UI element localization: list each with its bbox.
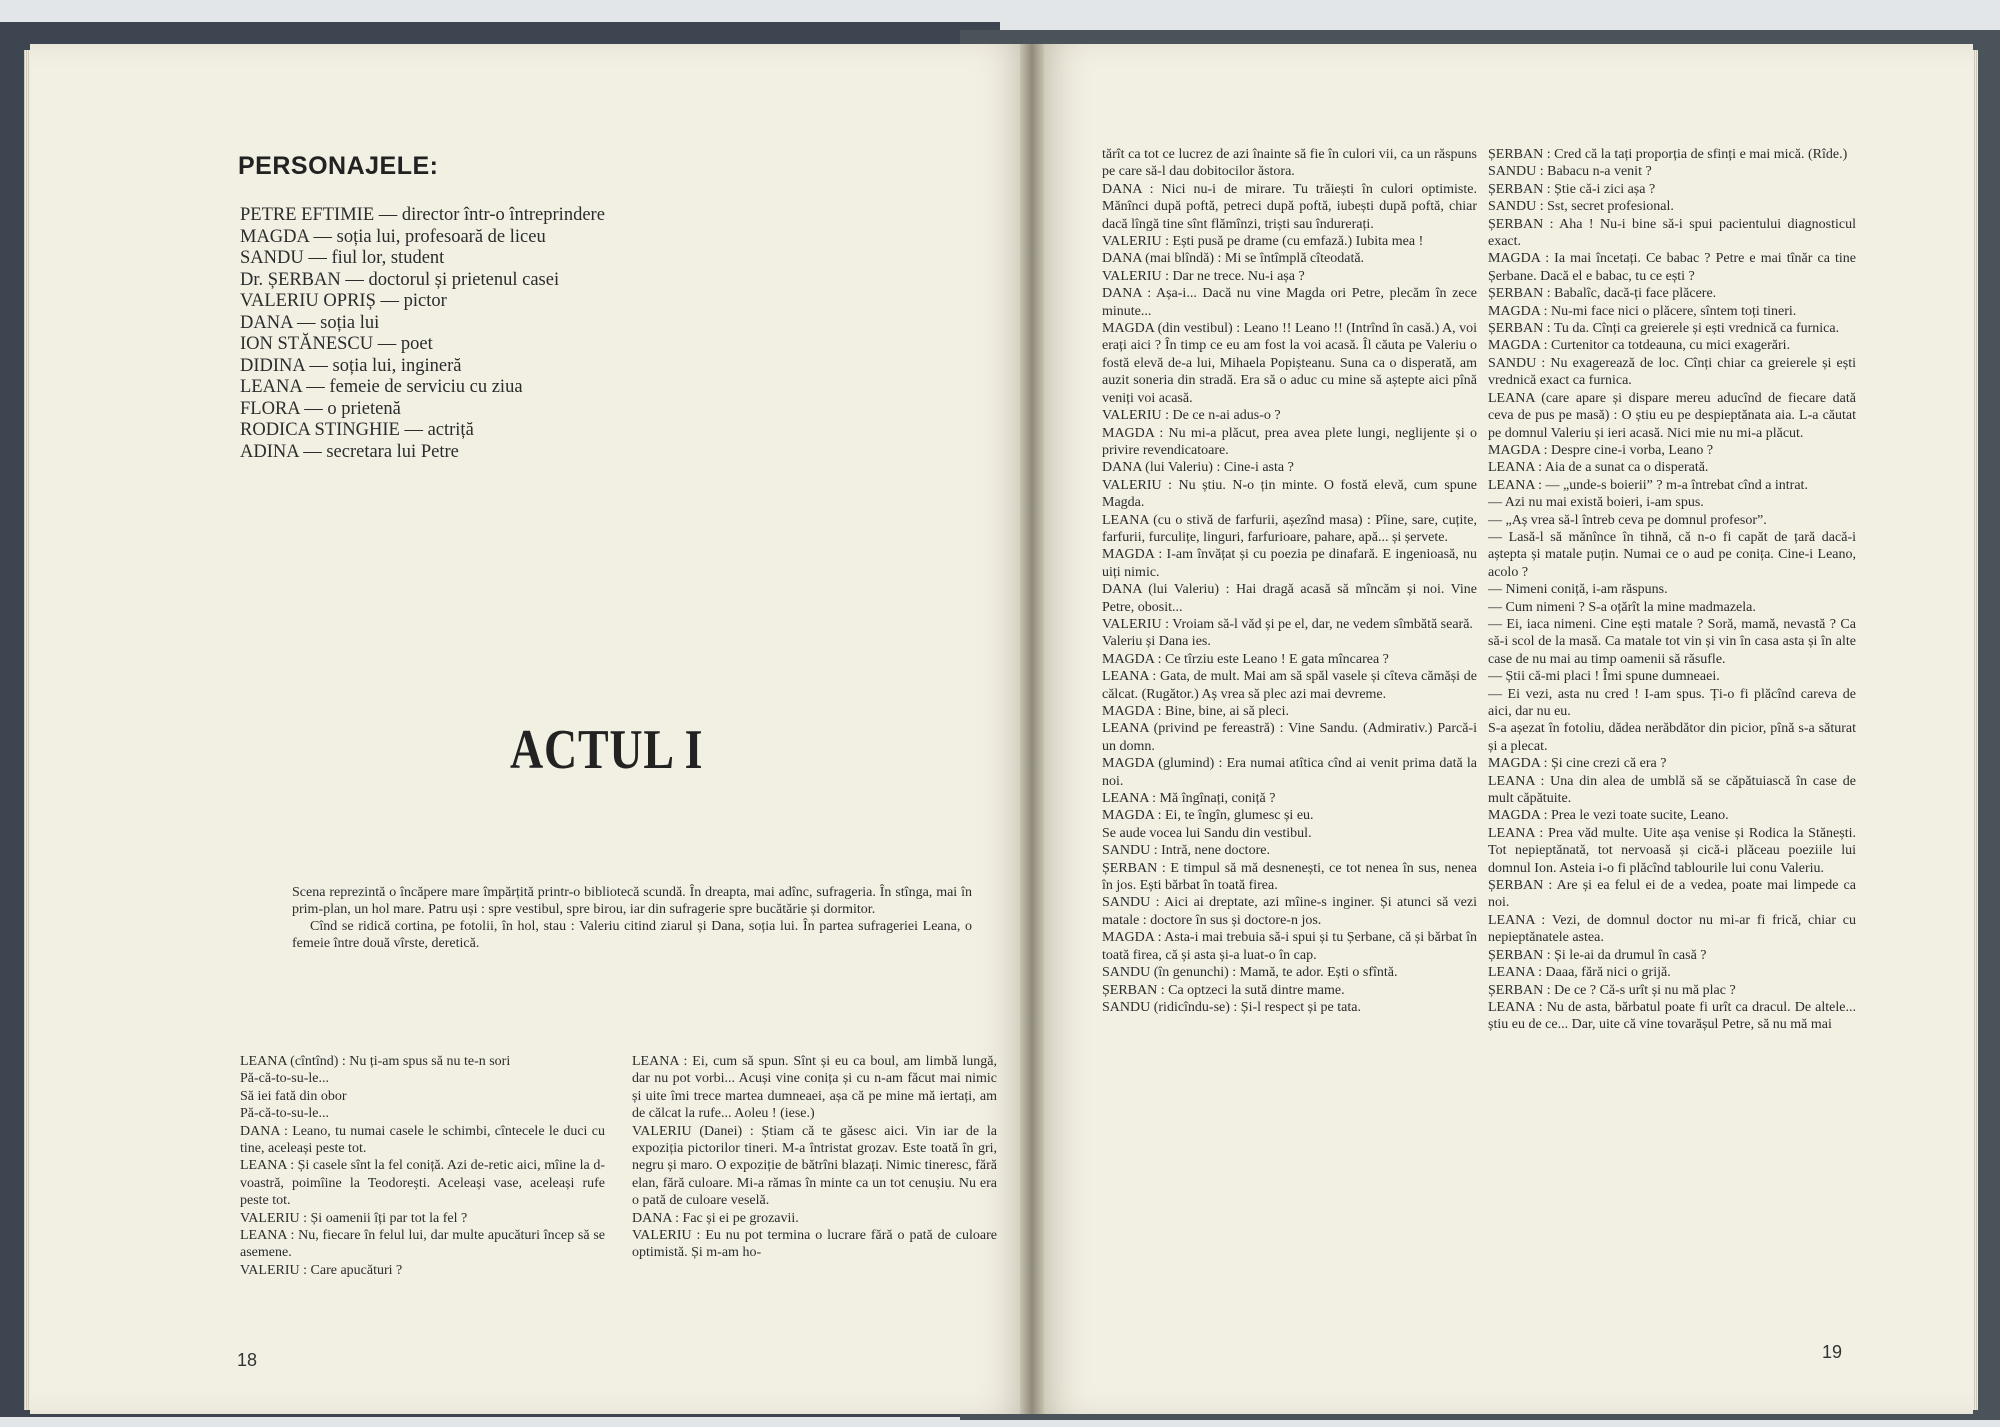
dialogue-line: LEANA : Prea văd multe. Uite așa venise și Rodica la Stănești. Tot nepieptănată, tot nervoasă și cică-i plăceau poeziile lui domnul Ion. Asteia i-o fi plăcînd tablourile lui conu Valeriu. bbox=[1488, 825, 1856, 876]
cast-member: DANA — soția lui bbox=[240, 312, 380, 333]
cast-member: FLORA — o prietenă bbox=[240, 398, 401, 419]
dialogue-line: VALERIU : Eu nu pot termina o lucrare fără o pată de culoare optimistă. Și m-am ho- bbox=[632, 1228, 997, 1261]
dialogue-line: — Cum nimeni ? S-a oțărît la mine madmazela. bbox=[1488, 599, 1756, 615]
dialogue-line: — Ei, iaca nimeni. Cine ești matale ? Soră, mamă, nevastă ? Ca să-i scol de la masă. Ca matale tot vin și vin în casa asta și în alte case de nu mai au timp oamenii să răsufle. bbox=[1488, 616, 1856, 667]
dialogue-line: VALERIU : Dar ne trece. Nu-i așa ? bbox=[1102, 268, 1305, 284]
page-number-left: 18 bbox=[237, 1350, 258, 1370]
cast-member: SANDU — fiul lor, student bbox=[240, 248, 445, 268]
page-number-right: 19 bbox=[1822, 1342, 1843, 1362]
dialogue-line: Pă-că-to-su-le... bbox=[240, 1071, 330, 1087]
dialogue-line: VALERIU : Ești pusă pe drame (cu emfază.) Iubita mea ! bbox=[1102, 234, 1424, 250]
dialogue-line: LEANA : — „unde-s boierii” ? m-a întrebat cînd a intrat. bbox=[1488, 477, 1808, 493]
dialogue-line: ȘERBAN : E timpul să mă desnenești, ce tot nenea în sus, nenea în jos. Ești bărbat în toată firea. bbox=[1102, 860, 1477, 894]
dialogue-line: ȘERBAN : De ce ? Că-s urît și nu mă plac ? bbox=[1488, 982, 1736, 998]
dialogue-line: MAGDA : Asta-i mai trebuia să-i spui și tu Șerbane, că și bărbat în toată firea, că și asta și-a luat-o în cap. bbox=[1102, 930, 1477, 963]
dialogue-line: — Ei vezi, asta nu cred ! I-am spus. Ți-o fi plăcînd careva de aici, dar nu eu. bbox=[1488, 686, 1856, 719]
dialogue-line: LEANA : Gata, de mult. Mai am să spăl vasele și cîteva cămăși de călcat. (Rugător.) Aș vrea să plec azi mai devreme. bbox=[1102, 669, 1477, 702]
dialogue-line: — Știi că-mi placi ! Îmi spune dumneaei. bbox=[1488, 669, 1720, 685]
dialogue-line: VALERIU : Nu știu. N-o țin minte. O fostă elevă, cum spune Magda. bbox=[1102, 477, 1477, 511]
dialogue-line: VALERIU : Care apucături ? bbox=[240, 1262, 403, 1278]
dialogue-line: SANDU : Nu exagerează de loc. Cînți chiar ca greierele și ești vrednică exact ca furnica. bbox=[1488, 355, 1856, 389]
dialogue-line: MAGDA : Și cine crezi că era ? bbox=[1488, 756, 1667, 772]
cast-member: ADINA — secretara lui Petre bbox=[240, 441, 459, 462]
dialogue-line: MAGDA : Ce tîrziu este Leano ! E gata mîncarea ? bbox=[1102, 651, 1389, 667]
dialogue-line: SANDU : Intră, nene doctore. bbox=[1102, 843, 1270, 859]
cast-member: PETRE EFTIMIE — director într-o întreprindere bbox=[240, 205, 605, 225]
dialogue-line: MAGDA : Ei, te îngîn, glumesc și eu. bbox=[1102, 808, 1314, 824]
cast-list bbox=[240, 205, 760, 463]
dialogue-line: LEANA : Mă îngînați, coniță ? bbox=[1102, 791, 1276, 807]
dialogue-line: Pă-că-to-su-le... bbox=[240, 1106, 330, 1122]
dialogue-line: ȘERBAN : Știe că-i zici așa ? bbox=[1488, 181, 1656, 197]
dialogue-line: LEANA (privind pe fereastră) : Vine Sandu. (Admirativ.) Parcă-i un domn. bbox=[1102, 721, 1477, 754]
dialogue-line: MAGDA : I-am învățat și cu poezia pe dinafară. E ingenioasă, nu uiți nimic. bbox=[1102, 547, 1477, 580]
dialogue-line: tărît ca tot ce lucrez de azi înainte să fie în culori vii, ca un răspuns pe care să-l dau dobitocilor ăstora. bbox=[1102, 147, 1477, 180]
dialogue-line: DANA : Fac și ei pe grozavii. bbox=[632, 1210, 799, 1226]
dialogue-line: DANA (lui Valeriu) : Cine-i asta ? bbox=[1102, 460, 1294, 476]
dialogue-line: MAGDA (glumind) : Era numai atîtica cînd ai venit prima dată la noi. bbox=[1102, 756, 1477, 789]
dialogue-line: MAGDA (din vestibul) : Leano !! Leano !! (Intrînd în casă.) A, voi erați aici ? În timp ce eu am fost la voi acasă. Îl căuta pe Valeriu o fostă elevă de-a lui, Mihaela Popișteanu. Suna ca o disperată, am auzit soneria din stradă. Era să o aduc cu mine să aștepte aici pînă veniți voi acasă. bbox=[1102, 321, 1477, 406]
dialogue-line: — „Aș vrea să-l întreb ceva pe domnul profesor”. bbox=[1488, 512, 1767, 528]
cast-member: VALERIU OPRIȘ — pictor bbox=[240, 291, 447, 311]
dialogue-line: LEANA : Ei, cum să spun. Sînt și eu ca boul, am limbă lungă, dar nu pot vorbi... Acuși vine conița și cu n-am făcut mai nimic și uite îmi trece martea dumneaei, așa că pe mine mă iertați, am de călcat la rufe... Aoleu ! (iese.) bbox=[632, 1054, 997, 1122]
dialogue-line: ȘERBAN : Ca optzeci la sută dintre mame. bbox=[1102, 982, 1345, 998]
dialogue-line: MAGDA : Nu-mi face nici o plăcere, sîntem toți tineri. bbox=[1488, 303, 1797, 319]
scene-paragraph: Cînd se ridică cortina, pe fotolii, în hol, stau : Valeriu citind ziarul și Dana, soția lui. În partea sufrageriei Leana, o femeie între două vîrste, deretică. bbox=[292, 919, 972, 951]
cast-member: ION STĂNESCU — poet bbox=[240, 334, 433, 354]
dialogue-line: — Lasă-l să mănînce în tihnă, că n-o fi capăt de țară dacă-i aștepta și matale puțin. Numai ce o aud pe conița. Cine-i Leano, acolo ? bbox=[1488, 529, 1856, 580]
dialogue-line: SANDU : Babacu n-a venit ? bbox=[1488, 164, 1652, 180]
scene-paragraph: Scena reprezintă o încăpere mare împărțită printr-o bibliotecă scundă. În dreapta, mai adînc, sufrageria. În stînga, mai în prim-plan, un hol mare. Patru uși : spre vestibul, spre birou, iar din sufragerie spre bucătărie și dormitor. bbox=[292, 885, 972, 917]
dialogue-line: DANA (mai blîndă) : Mi se întîmplă cîteodată. bbox=[1102, 251, 1365, 267]
dialogue-line: DANA (lui Valeriu) : Hai dragă acasă să mîncăm și noi. Vine Petre, obosit... bbox=[1102, 582, 1477, 615]
dialogue-line: MAGDA : Prea le vezi toate sucite, Leano. bbox=[1488, 808, 1729, 824]
dialogue-line: LEANA : Una din alea de umblă să se căpătuiască în case de mult căpătuite. bbox=[1488, 773, 1856, 807]
dialogue-line: MAGDA : Ia mai încetați. Ce babac ? Petre e mai tînăr ca tine Șerbane. Dacă el e babac, tu ce ești ? bbox=[1488, 251, 1856, 284]
dialogue-line: SANDU (ridicîndu-se) : Și-l respect și pe tata. bbox=[1102, 999, 1361, 1015]
dialogue-line: LEANA : Și casele sînt la fel coniță. Azi de-retic aici, mîine la d-voastră, poimîine la Teodorești. Aceleași vase, aceleași rufe peste tot. bbox=[240, 1158, 605, 1209]
cast-heading: PERSONAJELE: bbox=[238, 152, 439, 180]
dialogue-line: Valeriu și Dana ies. bbox=[1102, 634, 1211, 650]
dialogue-line: ȘERBAN : Babalîc, dacă-ți face plăcere. bbox=[1488, 286, 1717, 302]
dialogue-line: LEANA : Daaa, fără nici o grijă. bbox=[1488, 965, 1671, 981]
dialogue-line: VALERIU (Danei) : Știam că te găsesc aici. Vin iar de la expoziția pictorilor tineri. M-a întristat grozav. Este toată în gri, negru și maro. O expoziție de bătrîni blazați. Nimic tineresc, fără elan, fără culoare. Mi-a rămas în minte ca un tot cenușiu. Nu era o pată de culoare veselă. bbox=[632, 1123, 997, 1209]
dialogue-line: DANA : Așa-i... Dacă nu vine Magda ori Petre, plecăm în zece minute... bbox=[1102, 286, 1477, 319]
dialogue-line: ȘERBAN : Aha ! Nu-i bine să-i spui pacientului diagnosticul exact. bbox=[1488, 216, 1856, 250]
dialogue-line: VALERIU : Vroiam să-l văd și pe el, dar, ne vedem sîmbătă seară. bbox=[1102, 616, 1473, 632]
dialogue-line: SANDU : Sst, secret profesional. bbox=[1488, 199, 1674, 215]
left-dialogue-column-1 bbox=[240, 1053, 605, 1279]
right-dialogue-column-1 bbox=[1102, 146, 1477, 1016]
act-title: ACTUL I bbox=[510, 719, 704, 781]
book-gutter bbox=[1020, 44, 1044, 1414]
dialogue-line: Să iei fată din obor bbox=[240, 1088, 347, 1104]
dialogue-line: MAGDA : Curtenitor ca totdeauna, cu mici exagerări. bbox=[1488, 338, 1791, 354]
cast-member: DIDINA — soția lui, ingineră bbox=[240, 355, 462, 376]
right-dialogue-column-2 bbox=[1488, 146, 1856, 1034]
dialogue-line: LEANA : Aia de a sunat ca o disperată. bbox=[1488, 460, 1709, 476]
dialogue-line: ȘERBAN : Și le-ai da drumul în casă ? bbox=[1488, 947, 1707, 963]
dialogue-line: Se aude vocea lui Sandu din vestibul. bbox=[1102, 825, 1312, 841]
cast-member: MAGDA — soția lui, profesoară de liceu bbox=[240, 226, 546, 247]
cast-member: LEANA — femeie de serviciu cu ziua bbox=[240, 377, 523, 397]
dialogue-line: ȘERBAN : Are și ea felul ei de a vedea, poate mai limpede ca noi. bbox=[1488, 878, 1856, 911]
scene-description bbox=[292, 884, 972, 952]
dialogue-line: DANA : Nici nu-i de mirare. Tu trăiești în culori optimiste. Mănînci după poftă, petreci după poftă, iubești după poftă, chiar dacă lîngă tine sînt flămînzi, triști sau îndurerați. bbox=[1102, 181, 1477, 232]
dialogue-line: VALERIU : Și oamenii îți par tot la fel ? bbox=[240, 1210, 468, 1226]
dialogue-line: LEANA (care apare și dispare mereu aducînd de fiecare dată ceva de pus pe masă) : O știu eu pe despieptănata aia. L-a căutat pe domnul Valeriu și ieri acasă. Nici mie nu mi-a plăcut. bbox=[1488, 390, 1856, 441]
dialogue-line: MAGDA : Bine, bine, ai să pleci. bbox=[1102, 704, 1290, 719]
left-dialogue-column-2 bbox=[632, 1053, 997, 1262]
dialogue-line: LEANA : Nu de asta, bărbatul poate fi urît ca dracul. De altele... știu eu de ce... Dar, uite că vine tovarășul Petre, să nu mă mai bbox=[1488, 999, 1856, 1033]
dialogue-line: SANDU (în genunchi) : Mamă, te ador. Ești o sfîntă. bbox=[1102, 965, 1398, 981]
cast-member: RODICA STINGHIE — actriță bbox=[240, 420, 474, 440]
dialogue-line: LEANA : Vezi, de domnul doctor nu mi-ar fi frică, chiar cu nepieptănatele astea. bbox=[1488, 912, 1856, 946]
cast-member: Dr. ȘERBAN — doctorul și prietenul casei bbox=[240, 269, 560, 290]
dialogue-line: MAGDA : Nu mi-a plăcut, prea avea plete lungi, neglijente și o privire revendicatoare. bbox=[1102, 425, 1477, 458]
dialogue-line: SANDU : Aici ai dreptate, azi mîine-s inginer. Și atunci să vezi matale : doctore în sus și doctore-n jos. bbox=[1102, 895, 1477, 928]
dialogue-line: VALERIU : De ce n-ai adus-o ? bbox=[1102, 408, 1281, 424]
dialogue-line: S-a așezat în fotoliu, dădea nerăbdător din picior, pînă s-a săturat și a plecat. bbox=[1488, 721, 1856, 754]
dialogue-line: LEANA : Nu, fiecare în felul lui, dar multe apucături încep să se asemene. bbox=[240, 1228, 605, 1261]
dialogue-line: ȘERBAN : Cred că la tați proporția de sfinți e mai mică. (Rîde.) bbox=[1488, 147, 1848, 162]
dialogue-line: MAGDA : Despre cine-i vorba, Leano ? bbox=[1488, 442, 1714, 458]
dialogue-line: LEANA (cîntînd) : Nu ți-am spus să nu te-n sori bbox=[240, 1054, 511, 1069]
dialogue-line: — Nimeni coniță, i-am răspuns. bbox=[1488, 582, 1668, 598]
dialogue-line: DANA : Leano, tu numai casele le schimbi, cîntecele le duci cu tine, aceleași peste tot. bbox=[240, 1123, 605, 1157]
dialogue-line: ȘERBAN : Tu da. Cînți ca greierele și ești vrednică ca furnica. bbox=[1488, 321, 1840, 337]
dialogue-line: — Azi nu mai există boieri, i-am spus. bbox=[1488, 495, 1704, 511]
dialogue-line: LEANA (cu o stivă de farfurii, așezînd masa) : Pîine, sare, cuțite, farfurii, furculițe, linguri, farfurioare, pahare, apă... și șervete. bbox=[1102, 512, 1477, 545]
